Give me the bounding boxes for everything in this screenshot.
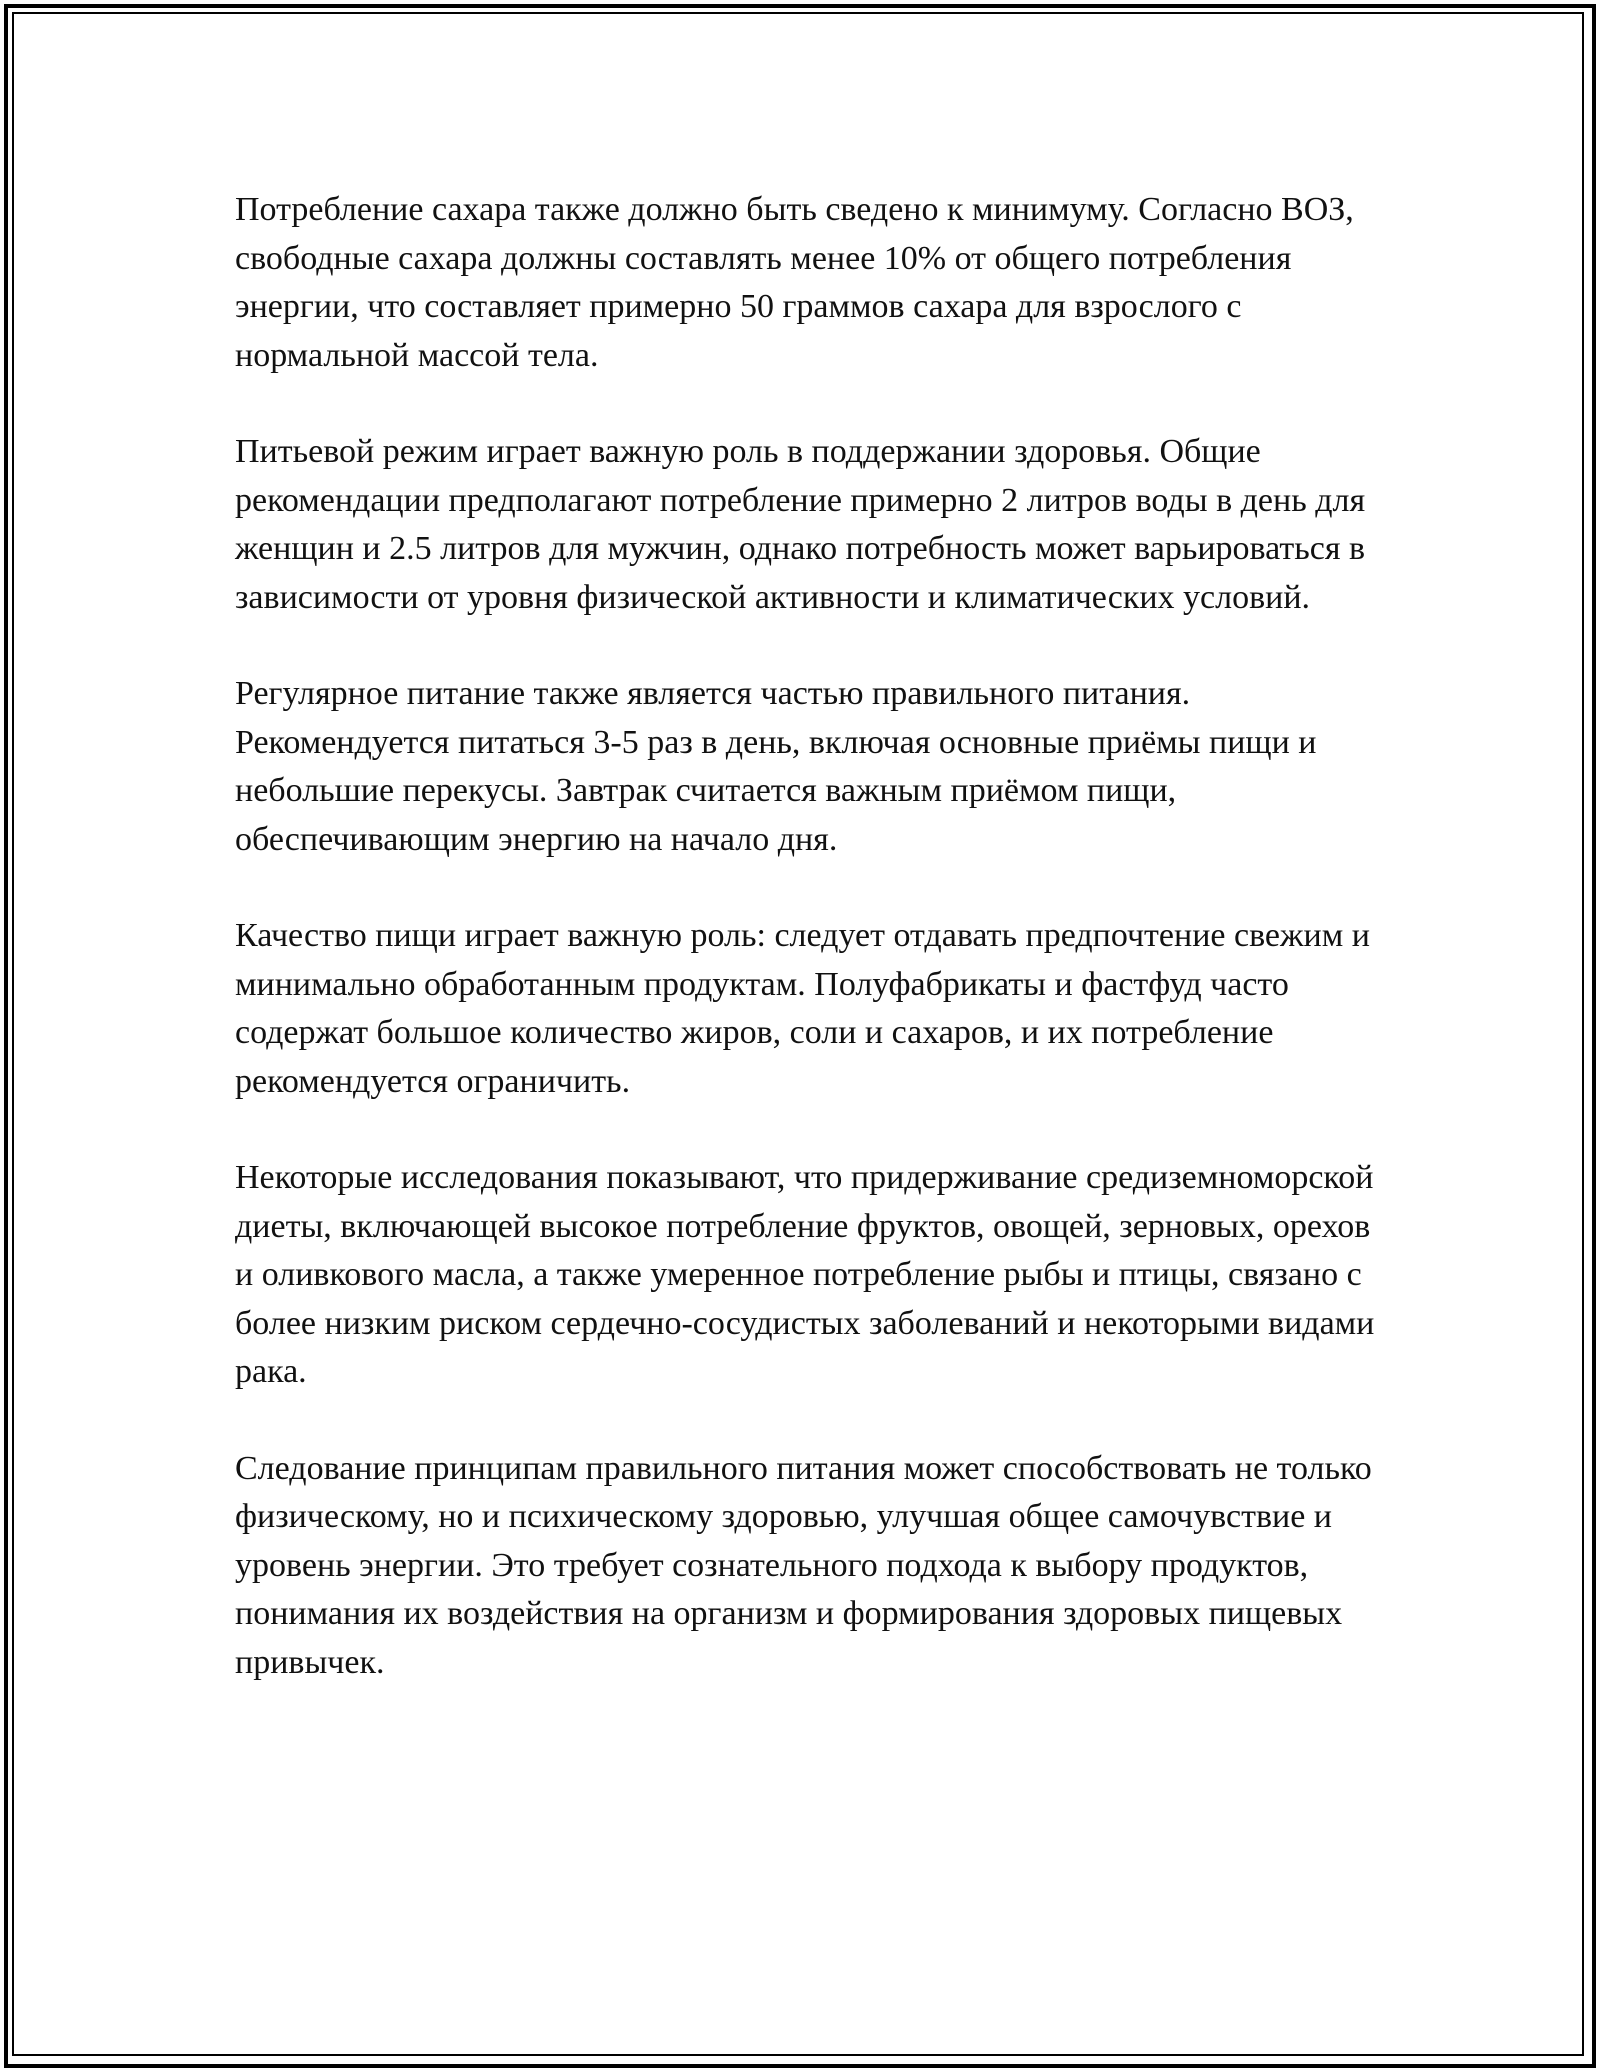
paragraph-regular-meals: Регулярное питание также является частью правильного питания. Рекомендуется питаться 3-5 раз в день, включая основные приёмы пищи и небольшие перекусы. Завтрак считается важным приёмом пищи, обеспечивающим энергию на начало дня. — [235, 675, 1317, 858]
paragraph-water: Питьевой режим играет важную роль в поддержании здоровья. Общие рекомендации предполагают потребление примерно 2 литров воды в день для женщин и 2.5 литров для мужчин, однако потребность может варьироваться в зависимости от уровня физической активности и климатических условий. — [235, 433, 1366, 616]
paragraph-food-quality: Качество пищи играет важную роль: следует отдавать предпочтение свежим и минимально обработанным продуктам. Полуфабрикаты и фастфуд часто содержат большое количество жиров, соли и сахаров, и их потребление рекомендуется ограничить. — [235, 917, 1370, 1100]
paragraph-conclusion: Следование принципам правильного питания может способствовать не только физическому, но и психическому здоровью, улучшая общее самочувствие и уровень энергии. Это требует сознательного подхода к выбору продуктов, понимания их воздействия на организм и формирования здоровых пищевых привычек. — [235, 1449, 1372, 1681]
paragraph-sugar: Потребление сахара также должно быть сведено к минимуму. Согласно ВОЗ, свободные сахара должны составлять менее 10% от общего потребления энергии, что составляет примерно 50 граммов сахара для взрослого с нормальной массой тела. — [235, 191, 1354, 374]
document-body — [235, 186, 1395, 1735]
paragraph-mediterranean-diet: Некоторые исследования показывают, что придерживание средиземноморской диеты, включающей высокое потребление фруктов, овощей, зерновых, орехов и оливкового масла, а также умеренное потребление рыбы и птицы, связано с более низким риском сердечно-сосудистых заболеваний и некоторыми видами рака. — [235, 1159, 1375, 1390]
